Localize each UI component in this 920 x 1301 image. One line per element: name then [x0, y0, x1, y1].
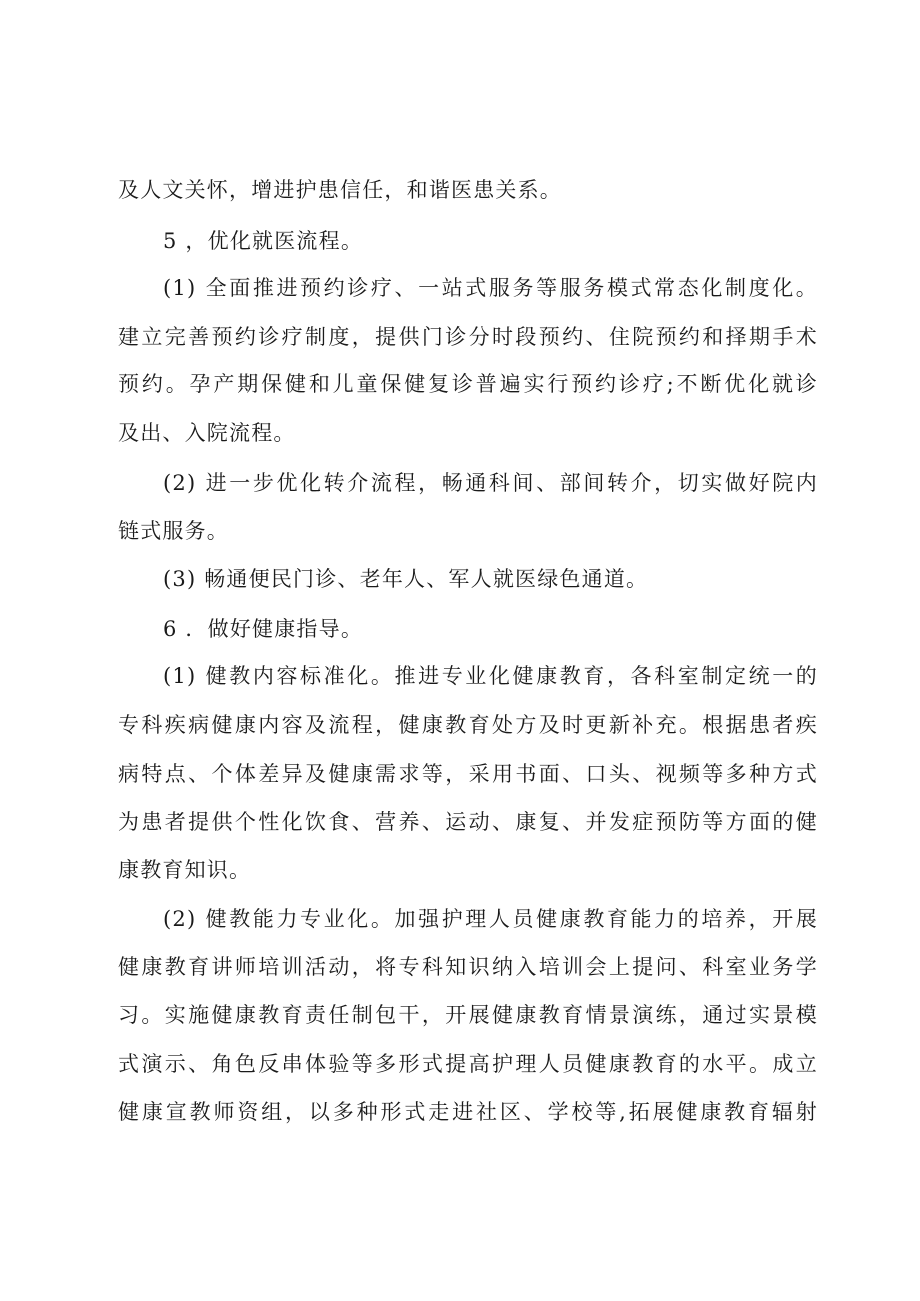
text-line: 式演示、角色反串体验等多形式提高护理人员健康教育的水平。成立	[118, 1052, 818, 1076]
section-heading: 6 ．做好健康指导。	[163, 617, 364, 641]
section-heading: 5 ，优化就医流程。	[163, 229, 364, 253]
text-line: (1) 全面推进预约诊疗、一站式服务等服务模式常态化制度化。	[163, 276, 818, 300]
text-line: 康教育知识。	[118, 858, 252, 882]
text-line: 病特点、个体差异及健康需求等，采用书面、口头、视频等多种方式	[118, 762, 818, 786]
text-line: (1) 健教内容标准化。推进专业化健康教育，各科室制定统一的	[163, 664, 818, 688]
text-line: 建立完善预约诊疗制度，提供门诊分时段预约、住院预约和择期手术	[118, 325, 818, 349]
text-line: 为患者提供个性化饮食、营养、运动、康复、并发症预防等方面的健	[118, 810, 818, 834]
text-line: 专科疾病健康内容及流程，健康教育处方及时更新补充。根据患者疾	[118, 713, 818, 737]
text-line: 习。实施健康教育责任制包干，开展健康教育情景演练，通过实景模	[118, 1003, 818, 1027]
text-line: 及人文关怀，增进护患信任，和谐医患关系。	[118, 178, 562, 202]
text-line: (2) 健教能力专业化。加强护理人员健康教育能力的培养，开展	[163, 907, 818, 931]
text-line: 健康教育讲师培训活动，将专科知识纳入培训会上提问、科室业务学	[118, 955, 818, 979]
text-line: 链式服务。	[118, 519, 229, 543]
text-line: (2) 进一步优化转介流程，畅通科间、部间转介，切实做好院内	[163, 471, 818, 495]
text-line: 健康宣教师资组，以多种形式走进社区、学校等,拓展健康教育辐射	[118, 1100, 818, 1124]
text-line: 及出、入院流程。	[118, 421, 296, 445]
text-line: 预约。孕产期保健和儿童保健复诊普遍实行预约诊疗;不断优化就诊	[118, 372, 818, 396]
text-line: (3) 畅通便民门诊、老年人、军人就医绿色通道。	[163, 567, 649, 591]
